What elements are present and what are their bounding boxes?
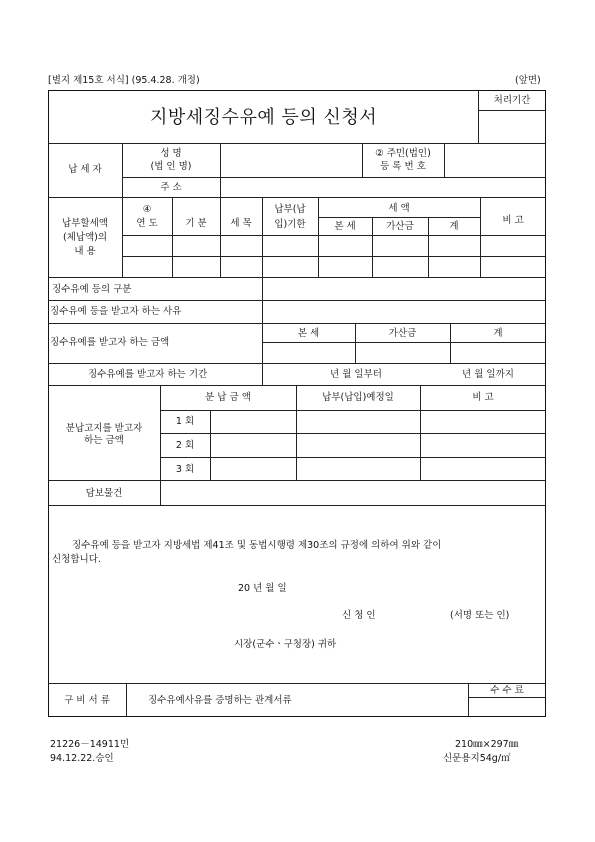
deferral-amount-label: 징수유예를 받고자 하는 금액 (50, 337, 170, 348)
attachments-label: 구 비 서 류 (64, 695, 110, 706)
total-col-header: 계 (449, 221, 459, 232)
paper-size: 210㎜×297㎜ (455, 739, 519, 750)
surcharge-col-header: 가산금 (386, 221, 414, 232)
due-date-col-header-2: 입)기한 (274, 219, 306, 230)
installment-amount-header: 분 납 금 액 (205, 392, 251, 403)
tax-content-label-2: (체납액)의 (62, 232, 108, 243)
taxpayer-group-label: 납 세 자 (68, 164, 102, 175)
amount-principal-header: 본 세 (297, 328, 320, 339)
addressee: 시장(군수ㆍ구청장) 귀하 (234, 639, 337, 650)
installment-row-3: 3 회 (175, 464, 195, 475)
period-col-header: 기 분 (185, 218, 207, 229)
tax-item-col-header: 세 목 (230, 218, 252, 229)
collateral-label: 담보물건 (85, 488, 123, 499)
installment-label-1: 분납고지를 받고자 (65, 423, 143, 434)
period-from: 년 월 일부터 (330, 369, 382, 380)
amount-surcharge-header: 가산금 (388, 328, 417, 339)
installment-row-1: 1 회 (175, 416, 195, 427)
period-to: 년 월 일까지 (462, 369, 514, 380)
fee-label: 수 수 료 (490, 685, 524, 696)
deferral-type-label: 징수유예 등의 구분 (52, 284, 132, 295)
tax-content-label-3: 내 용 (74, 246, 96, 257)
form-code: 21226－14911민 (50, 739, 130, 750)
paper-type: 신문용지54g/㎡ (443, 753, 511, 764)
address-label: 주 소 (160, 182, 182, 193)
tax-amount-col-header: 세 액 (388, 203, 410, 214)
statement-line-1: 징수유예 등을 받고자 지방세법 제41조 및 동법시행령 제30조의 규정에 의하여 위와 같이 (72, 540, 442, 551)
attachments-content: 징수유예사유를 증명하는 관계서류 (148, 695, 292, 706)
form-number-label: [별지 제15호 서식] (95.4.28. 개정) (48, 75, 200, 86)
installment-due-header: 납부(납입)예정일 (322, 392, 394, 403)
amount-total-header: 계 (493, 328, 503, 339)
name-sublabel: (법 인 명) (150, 161, 192, 172)
form-title: 지방세징수유예 등의 신청서 (150, 107, 378, 128)
statement-line-2: 신청합니다. (52, 554, 101, 565)
tax-content-label-1: 납부할세액 (62, 218, 108, 229)
remark-col-header: 비 고 (502, 215, 524, 226)
due-date-col-header-1: 납부(납 (274, 204, 306, 215)
installment-row-2: 2 회 (175, 440, 195, 451)
year-number-mark: ④ (142, 204, 152, 215)
signature-label: (서명 또는 인) (450, 610, 510, 621)
application-date: 20 년 월 일 (238, 583, 287, 594)
reason-label: 징수유예 등을 받고자 하는 사유 (50, 306, 182, 317)
year-col-header: 연 도 (136, 218, 158, 229)
installment-remark-header: 비 고 (472, 392, 494, 403)
id-number-label: ② 주민(법인) (375, 148, 431, 159)
deferral-period-label: 징수유예를 받고자 하는 기간 (88, 369, 208, 380)
front-side-label: (앞면) (515, 75, 541, 86)
applicant-label: 신 청 인 (342, 610, 376, 621)
principal-col-header: 본 세 (334, 221, 356, 232)
id-number-sublabel: 등 록 번 호 (380, 161, 426, 172)
processing-period-label: 처리기간 (493, 95, 531, 106)
installment-label-2: 하는 금액 (84, 435, 124, 446)
name-label: 성 명 (160, 148, 182, 159)
approval-date: 94.12.22.승인 (50, 753, 114, 764)
